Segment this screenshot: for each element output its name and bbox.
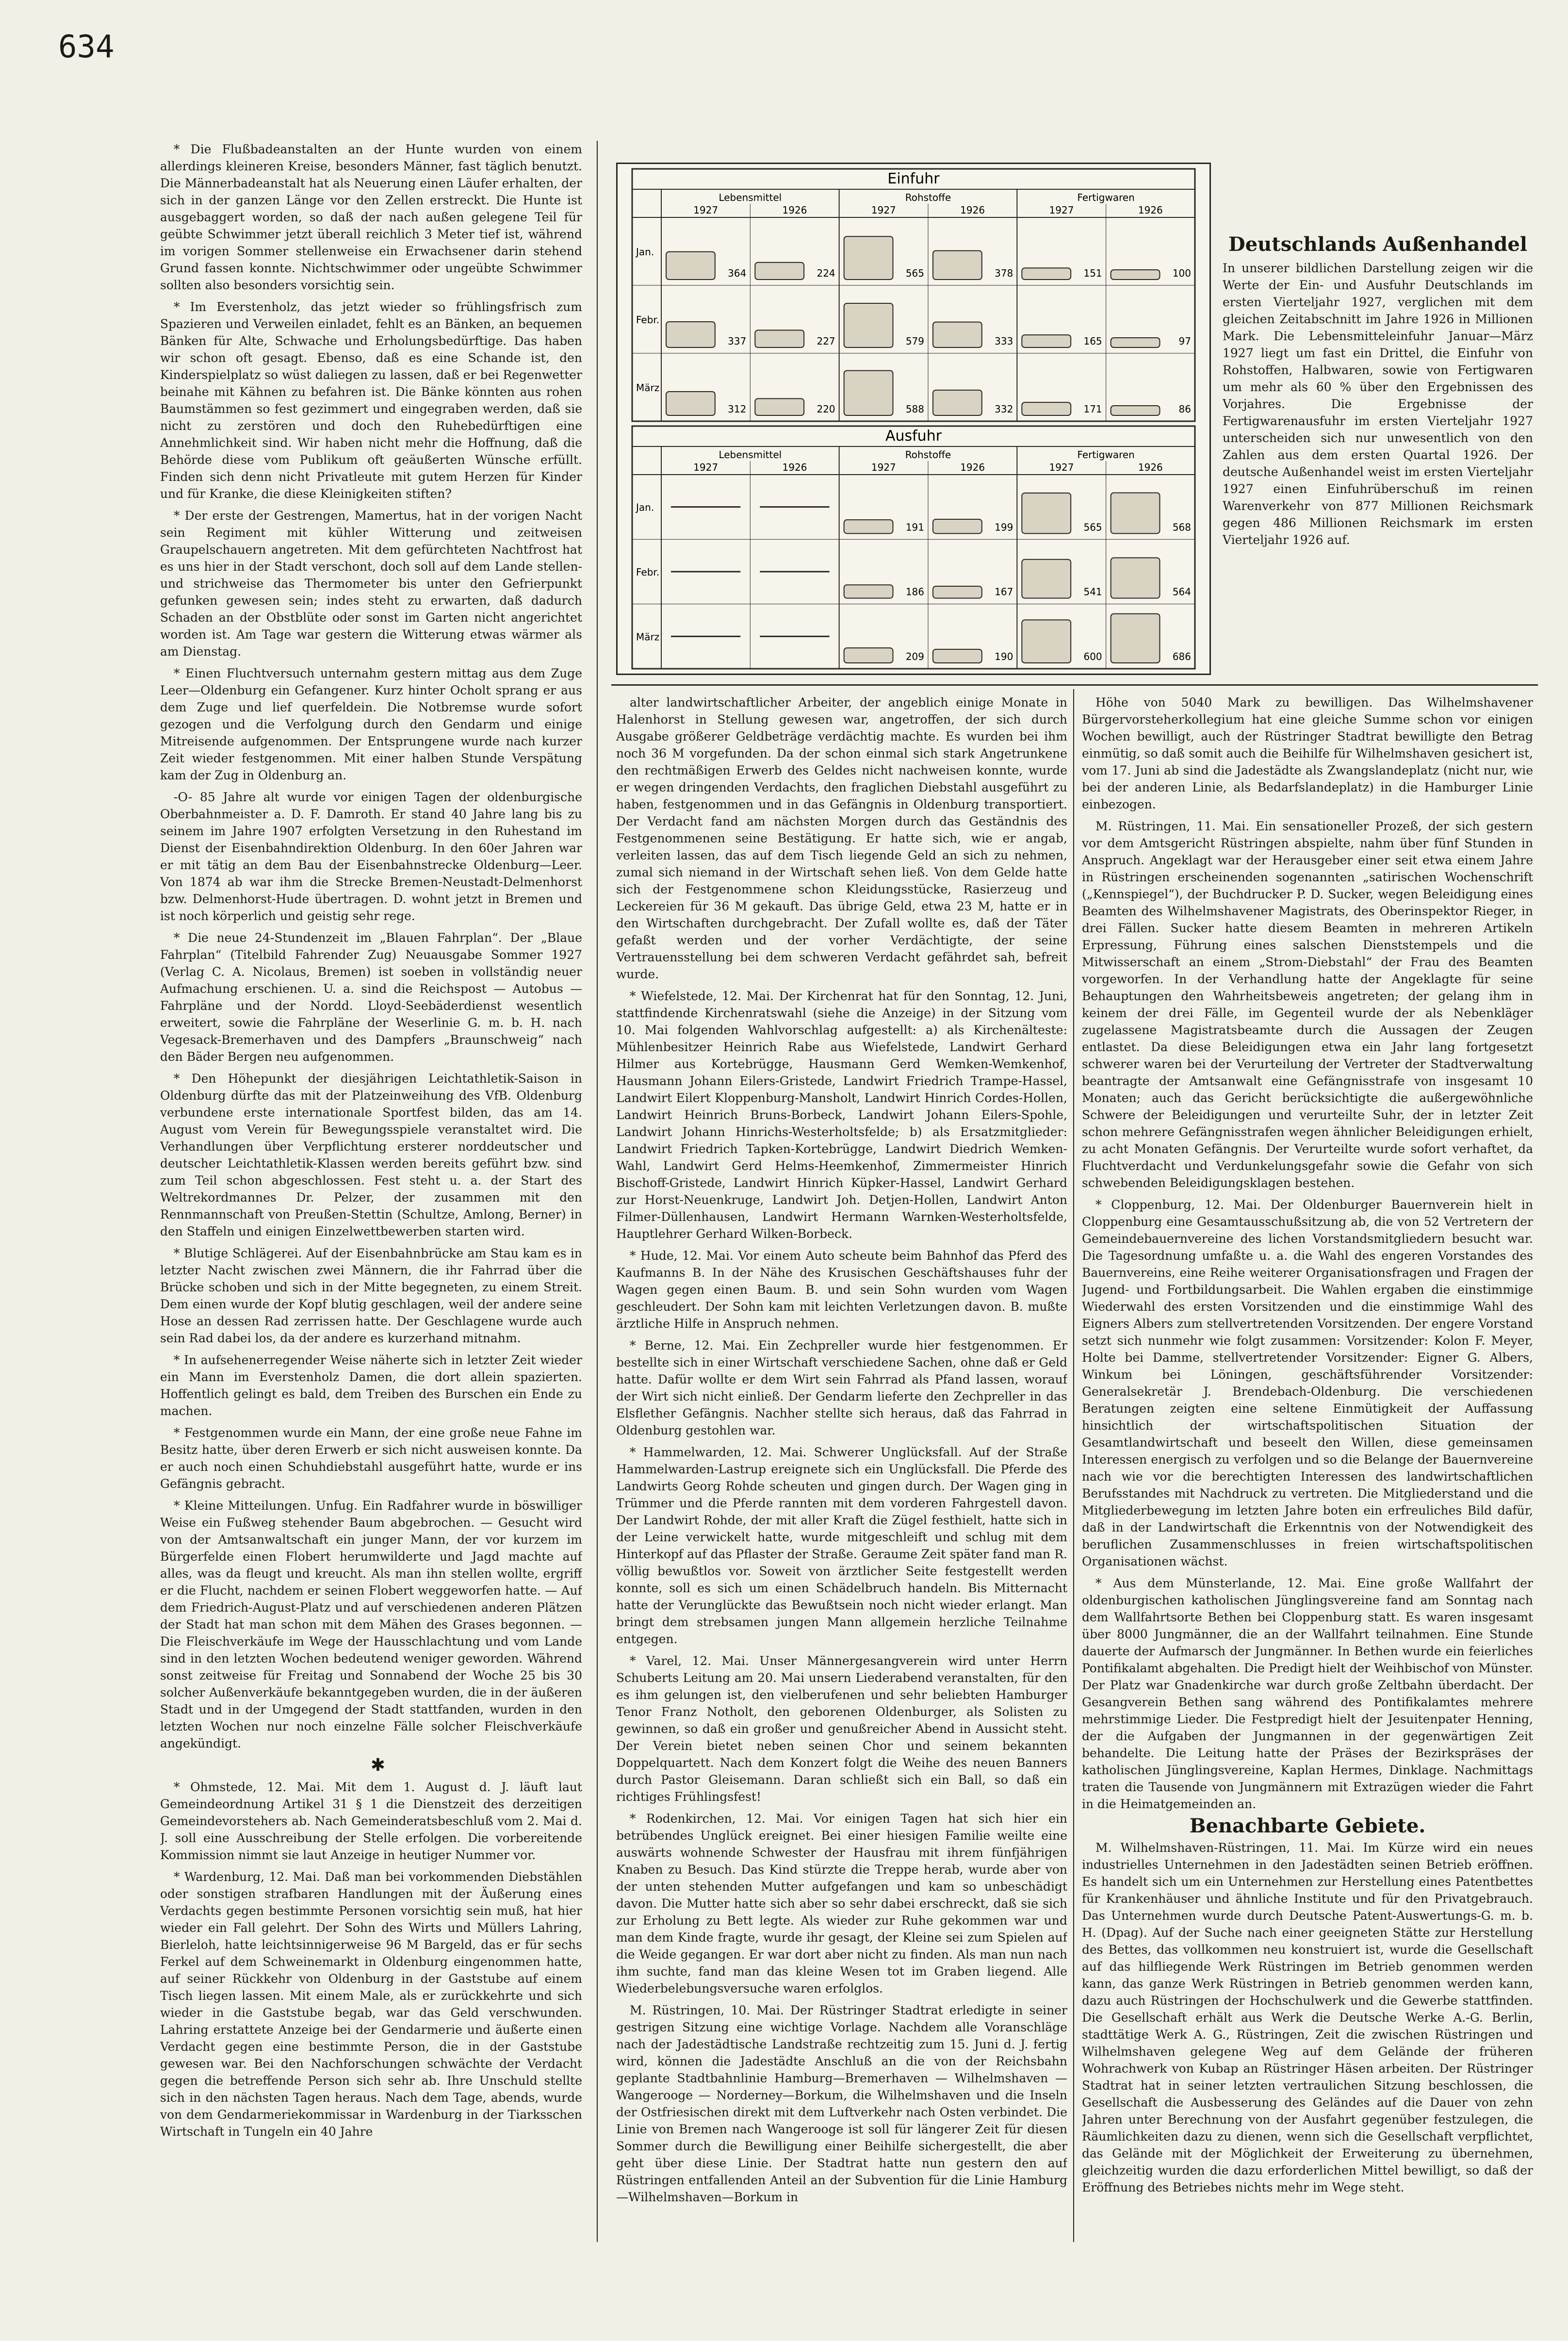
value-label: 588 xyxy=(905,403,924,415)
year-label: 1926 xyxy=(782,204,807,216)
value-label: 151 xyxy=(1083,267,1102,279)
value-label: 190 xyxy=(995,651,1013,662)
paragraph: * Blutige Schlägerei. Auf der Eisenbahnbrücke am Stau kam es in letzter Nacht zwischen zwei Männern, die ihr Fahrrad über die Brücke schoben und sich in der Mitte begegneten, zu einem Streit. Dem einen wurde der Kopf blutig geschlagen, weil der andere seine Hose an dessen Rad zerrissen hatte. Der Geschlagene wurde auch sein Rad dabei los, da der andere es kurzerhand mitnahm. xyxy=(160,1246,582,1345)
value-label: 209 xyxy=(905,651,924,662)
value-label: 191 xyxy=(905,521,924,533)
value-icon xyxy=(1022,402,1071,415)
value-icon xyxy=(1111,338,1160,347)
paragraph: * Cloppenburg, 12. Mai. Der Oldenburger Bauernverein hielt in Cloppenburg eine Gesamtausschußsitzung ab, die von 52 Vertretern der Gemeindebauernvereine des lichen Vorstandsmitgliedern besucht war. Die Tagesordnung umfaßte u. a. die Wahl des engeren Vorstandes des Bauernvereins, eine Reihe weiterer Organisationsfragen und Fragen der Jugend- und Fortbildungsarbeit. Die Wahlen ergaben die einstimmige Wiederwahl des ersten Vorsitzenden und die einstimmige Wahl des Eigners Albers zum stellvertretenden Vorsitzenden. Der engere Vorstand setzt sich nunmehr wie folgt zusammen: Vorsitzender: Kolon F. Meyer, Holte bei Damme, stellvertretender Vorsitzender: Eigner G. Albers, Winkum bei Löningen, geschäftsführender Vorsitzender: Generalsekretär J. Brendebach-Oldenburg. Die verschiedenen Beratungen zeigten eine seltene Einmütigkeit der Auffassung hinsichtlich der wirtschaftspolitischen Situation der Gesamtlandwirtschaft und beseelt den Willen, diese gemeinsamen Interessen energisch zu verfolgen und so die Belange der Bauernvereine nach wie vor die berechtigten Interessen des landwirtschaftlichen Berufsstandes mit Nachdruck zu vertreten. Die Mitgliederstand und die Mitgliederbewegung im letzten Jahre boten ein erfreuliches Bild dafür, daß in der Landwirtschaft die Erkenntnis von der Notwendigkeit des beruflichen Zusammenschlusses in freien wirtschaftspolitischen Organisationen wächst. xyxy=(1082,1198,1533,1568)
value-label: 579 xyxy=(905,335,924,347)
year-label: 1927 xyxy=(1049,462,1074,473)
section-title: Einfuhr xyxy=(887,170,940,187)
paragraph: * Aus dem Münsterlande, 12. Mai. Eine große Wallfahrt der oldenburgischen katholischen Jünglingsvereine fand am Sonntag nach dem Wallfahrtsorte Bethen bei Cloppenburg statt. Es waren insgesamt über 8000 Jungmänner, die an der Wallfahrt teilnahmen. Eine Stunde dauerte der Aufmarsch der Jungmänner. In Bethen wurde ein feierliches Pontifikalamt abgehalten. Die Predigt hielt der Weihbischof von Münster. Der Platz war Gnadenkirche war durch große Zeltbahn überdacht. Der Gesangverein Bethen sang während des Pontifikalamtes mehrere mehrstimmige Lieder. Die Festpredigt hielt der Jesuitenpater Henning, der die Aufgaben der Jungmannen in der gegenwärtigen Zeit behandelte. Die Leitung hatte der Präses der Bezirkspräses der katholischen Jünglingsvereine, Kaplan Hermes, Dinklage. Nachmittags traten die Tausende von Jungmännern mit Extrazügen wieder die Fahrt in die Heimatgemeinden an. xyxy=(1082,1576,1533,1811)
horizontal-divider xyxy=(611,684,1538,686)
value-label: 337 xyxy=(728,335,747,347)
value-icon xyxy=(755,263,804,280)
paragraph: * Der erste der Gestrengen, Mamertus, hat in der vorigen Nacht sein Regiment mit kühler Witterung und zeitweisen Graupelschauern angetreten. Mit dem gefürchteten Nachtfrost hat es uns hier in der Stadt verschont, doch soll auf dem Lande stellen- und strichweise das Thermometer bis unter den Gefrierpunkt gefunken gewesen sein; indes steht zu erwarten, daß dadurch Schaden an der Obstblüte oder sonst im Garten nicht angerichtet worden ist. Am Tage war gestern die Witterung etwas wärmer als am Dienstag. xyxy=(160,509,582,659)
value-icon xyxy=(755,398,804,415)
value-icon xyxy=(844,303,893,347)
value-label: 224 xyxy=(817,267,835,279)
paragraph: * Einen Fluchtversuch unternahm gestern mittag aus dem Zuge Leer—Oldenburg ein Gefangener. Kurz hinter Ocholt sprang er aus dem Zuge und lief querfeldein. Die Notbremse wurde sofort gezogen und die Verfolgung durch den Gendarm und einige Mitreisende aufgenommen. Der Entsprungene wurde nach kurzer Zeit wieder festgenommen. Mit einer halben Stunde Verspätung kam der Zug in Oldenburg an. xyxy=(160,666,582,782)
value-icon xyxy=(933,251,982,280)
value-icon xyxy=(844,520,893,533)
value-icon xyxy=(933,519,982,533)
group-label: Lebensmittel xyxy=(719,192,782,203)
value-label: 333 xyxy=(995,335,1013,347)
value-label: 199 xyxy=(995,521,1013,533)
paragraph: Benachbarte Gebiete. xyxy=(1189,1814,1426,1837)
left-column xyxy=(160,141,582,2227)
value-icon xyxy=(1111,614,1160,663)
year-label: 1927 xyxy=(871,462,896,473)
paragraph: M. Rüstringen, 10. Mai. Der Rüstringer Stadtrat erledigte in seiner gestrigen Sitzung eine wichtige Vorlage. Nachdem alle Voranschläge nach der Jadestädtische Landstraße rechtzeitig zum 15. Juni d. J. fertig wird, können die Jadestädte Anschluß an die von der Reichsbahn geplante Stadtbahnlinie Hamburg—Bremerhaven — Wilhelmshaven — Wangerooge — Norderney—Borkum, die Wilhelmshaven und die Inseln der Ostfriesischen direkt mit dem Luftverkehr nach Osten verbindet. Die Linie von Bremen nach Wangerooge ist soll für längerer Zeit für diesen Sommer durch die Bewilligung einer Beihilfe sichergestellt, die aber geht über diese Linie. Der Stadtrat hatte nun gestern den auf Rüstringen entfallenden Anteil an der Subvention für die Linie Hamburg—Wilhelmshaven—Borkum in xyxy=(616,2003,1067,2204)
trade-chart xyxy=(616,163,1211,675)
value-icon xyxy=(844,585,893,598)
paragraph: ✱ xyxy=(370,1755,386,1775)
value-label: 332 xyxy=(995,403,1013,415)
value-icon xyxy=(844,648,893,663)
paragraph: * Hude, 12. Mai. Vor einem Auto scheute beim Bahnhof das Pferd des Kaufmanns B. In der Nähe des Krusischen Geschäftshauses fuhr der Wagen gegen einen Baum. B. und sein Sohn wurden vom Wagen geschleudert. Der Sohn kam mit leichten Verletzungen davon. B. mußte ärztliche Hilfe in Anspruch nehmen. xyxy=(616,1249,1067,1331)
value-label: 86 xyxy=(1178,403,1191,415)
value-label: 312 xyxy=(728,403,747,415)
group-label: Fertigwaren xyxy=(1077,192,1135,203)
paragraph: * Rodenkirchen, 12. Mai. Vor einigen Tagen hat sich hier ein betrübendes Unglück ereignet. Bei einer hiesigen Familie weilte eine auswärts wohnende Schwester der Hausfrau mit ihrem fünfjährigen Knaben zu Besuch. Das Kind stürzte die Treppe herab, wurde aber von der unten stehenden Mutter aufgefangen und kam so unbeschädigt davon. Die Mutter hatte sich aber so sehr dabei erschreckt, daß sie sich zur Erholung zu Bett legte. Als wieder zur Ruhe gekommen war und man dem Kinde fragte, wurde ihr gesagt, der Kleine sei zum Spielen auf die Weide gegangen. Er war dort aber nicht zu finden. Als man nun nach ihm suchte, fand man das kleine Wesen tot im Graben liegend. Alle Wiederbelebungsversuche waren erfolglos. xyxy=(616,1812,1067,1995)
year-label: 1927 xyxy=(871,204,896,216)
value-icon xyxy=(666,322,715,347)
value-icon xyxy=(1111,270,1160,280)
row-label: Febr. xyxy=(636,566,660,578)
paragraph: * Varel, 12. Mai. Unser Männergesangverein wird unter Herrn Schuberts Leitung am 20. Mai unsern Liederabend veranstalten, für den es ihm gelungen ist, den vielberufenen und sehr beliebten Hamburger Tenor Franz Notholt, den geborenen Oldenburger, als Solisten zu gewinnen, so daß ein großer und genußreicher Abend in Aussicht steht. Der Verein bietet neben seinen Chor und seinem bekannten Doppelquartett. Nach dem Konzert folgt die Weihe des neuen Banners durch Pastor Gleisemann. Daran schließt sich ein Ball, so daß ein richtiges Frühlingsfest! xyxy=(616,1654,1067,1804)
row-label: März xyxy=(636,382,660,394)
year-label: 1927 xyxy=(693,204,719,216)
year-label: 1926 xyxy=(1138,204,1163,216)
year-label: 1927 xyxy=(693,462,719,473)
value-label: 364 xyxy=(728,267,747,279)
value-icon xyxy=(1022,335,1071,347)
right-column xyxy=(1082,694,1533,2232)
group-label: Fertigwaren xyxy=(1077,449,1135,461)
paragraph: M. Rüstringen, 11. Mai. Ein sensationeller Prozeß, der sich gestern vor dem Amtsgericht Rüstringen abspielte, nahm über fünf Stunden in Anspruch. Angeklagt war der Herausgeber einer seit etwa einem Jahre in Rüstringen erscheinenden sogenannten „satirischen Wochenschrift („Kennspiegel“), der Buchdrucker P. D. Sucker, wegen Beleidigung eines Beamten des Wilhelmshavener Magistrats, des Oberinspektor Rieger, in drei Fällen. Sucker hatte diesem Beamten in mehreren Artikeln Erpressung, Führung eines salschen Dienststempels und die Mitwisserschaft an einem „Strom-Diebstahl“ der Frau des Beamten vorgeworfen. In der Verhandlung hatte der Angeklagte für seine Behauptungen den Wahrheitsbeweis angetreten; der gelang ihm in keinem der drei Fälle, im Gegenteil wurde der als Nebenkläger zugelassene Magistratsbeamte durch die Aussagen der Zeugen entlastet. Da diese Beleidigungen etwa ein Jahr lang fortgesetzt schwerer waren bei der Verurteilung der Vertreter der Stadtverwaltung beantragte der Amtsanwalt eine Gefängnisstrafe von insgesamt 10 Monaten; auch das Gericht berücksichtigte die außergewöhnliche Schwere der Beleidigungen und verurteilte Suhr, der in letzter Zeit schon mehrere Gefängnisstrafen wegen ähnlicher Beleidigungen erhielt, zu acht Monaten Gefängnis. Der Verurteilte wurde sofort verhaftet, da Fluchtverdacht und Verdunkelungsgefahr sowie die Gefahr von sich schwebenden Beleidigungsklagen bestehen. xyxy=(1082,819,1533,1190)
value-label: 220 xyxy=(817,403,835,415)
paragraph: * Festgenommen wurde ein Mann, der eine große neue Fahne im Besitz hatte, über deren Erwerb er sich nicht ausweisen konnte. Da er auch noch einen Schuhdiebstahl ausgeführt hatte, wurde er ins Gefängnis gebracht. xyxy=(160,1426,582,1491)
paragraph: -O- 85 Jahre alt wurde vor einigen Tagen der oldenburgische Oberbahnmeister a. D. F. Damroth. Er stand 40 Jahre lang bis zu seinem im Jahre 1907 erfolgten Versetzung in den Ruhestand im Dienst der Eisenbahndirektion Oldenburg. In den 60er Jahren war er mit tätig an dem Bau der Eisenbahnstrecke Oldenburg—Leer. Von 1874 ab war ihm die Strecke Bremen-Neustadt-Delmenhorst bzw. Delmenhorst-Hude übertragen. D. wohnt jetzt in Bremen und ist noch körperlich und geistig sehr rege. xyxy=(160,790,582,923)
row-label: März xyxy=(636,631,660,643)
paragraph: * Die Flußbadeanstalten an der Hunte wurden von einem allerdings kleineren Kreise, besonders Männer, fast täglich benutzt. Die Männerbadeanstalt hat als Neuerung einen Läufer erhalten, der sich in der ganzen Länge vor den Zellen erstreckt. Die Hunte ist ausgebaggert worden, so daß der nach außen gelegene Teil für geübte Schwimmer jetzt überall reichlich 3 Meter tief ist, während im vorigen Sommer stellenweise ein Erwachsener darin stehend Grund fassen konnte. Nichtschwimmer oder ungeübte Schwimmer sollten also besonders vorsichtig sein. xyxy=(160,142,582,292)
row-label: Febr. xyxy=(636,314,660,326)
value-label: 565 xyxy=(905,267,924,279)
group-label: Rohstoffe xyxy=(905,192,951,203)
value-label: 686 xyxy=(1172,651,1191,662)
paragraph: * Ohmstede, 12. Mai. Mit dem 1. August d. J. läuft laut Gemeindeordnung Artikel 31 § 1 die Dienstzeit des derzeitigen Gemeindevorstehers ab. Nach Gemeinderatsbeschluß vom 2. Mai d. J. soll eine Ausschreibung der Stelle erfolgen. Die vorbereitende Kommission nimmt sie laut Anzeige in heutiger Nummer vor. xyxy=(160,1780,582,1862)
year-label: 1926 xyxy=(782,462,807,473)
value-icon xyxy=(1022,620,1071,663)
paragraph: * Die neue 24-Stundenzeit im „Blauen Fahrplan“. Der „Blaue Fahrplan“ (Titelbild Fahrender Zug) Neuausgabe Sommer 1927 (Verlag C. A. Nicolaus, Bremen) ist soeben in vollständig neuer Aufmachung erschienen. U. a. sind die Reichspost — Autobus — Fahrpläne und der Nordd. Lloyd-Seebäderdienst wesentlich erweitert, sowie die Fahrpläne der Weserlinie G. m. b. H. nach Vegesack-Bremerhaven und des Dampfers „Braunschweig“ nach den Bäder Bergen neu aufgenommen. xyxy=(160,931,582,1064)
middle-column xyxy=(616,694,1067,2232)
column-divider-1 xyxy=(597,141,598,2242)
value-icon xyxy=(666,392,715,415)
column-divider-2 xyxy=(1073,689,1074,2242)
value-icon xyxy=(933,390,982,415)
value-label: 564 xyxy=(1172,586,1191,598)
value-label: 541 xyxy=(1083,586,1102,598)
group-label: Rohstoffe xyxy=(905,449,951,461)
paragraph: * Hammelwarden, 12. Mai. Schwerer Unglücksfall. Auf der Straße Hammelwarden-Lastrup ereignete sich ein Unglücksfall. Die Pferde des Landwirts Georg Rohde scheuten und gingen durch. Der Wagen ging in Trümmer und die Pferde rannten mit dem vorderen Fahrgestell davon. Der Landwirt Rohde, der mit aller Kraft die Zügel festhielt, hatte sich in der Leine verwickelt hatte, wurde mitgeschleift und schlug mit dem Hinterkopf auf das Pflaster der Straße. Geraume Zeit später fand man R. völlig bewußtlos vor. Soweit von ärztlicher Seite festgestellt werden konnte, soll es sich um einen Schädelbruch handeln. Bis Mitternacht hatte der Verunglückte das Bewußtsein noch nicht wieder erlangt. Man bringt dem strebsamen jungen Mann allgemein herzliche Teilnahme entgegen. xyxy=(616,1445,1067,1646)
paragraph: Höhe von 5040 Mark zu bewilligen. Das Wilhelmshavener Bürgervorsteherkollegium hat eine gleiche Summe schon vor einigen Wochen bewilligt, auch der Rüstringer Stadtrat bewilligte den Betrag einmütig, so daß somit auch die Beihilfe für Wilhelmshaven gesichert ist, vom 17. Juni ab sind die Jadestädte als Zwangslandeplatz (nicht nur, wie bei der anderen Linie, als Bedarfslandeplatz) in die Hamburger Linie einbezogen. xyxy=(1082,695,1533,811)
value-icon xyxy=(933,322,982,347)
paragraph: * In aufsehenerregender Weise näherte sich in letzter Zeit wieder ein Mann im Everstenholz Damen, die dort allein spazierten. Hoffentlich gelingt es bald, dem Treiben des Burschen ein Ende zu machen. xyxy=(160,1353,582,1418)
value-icon xyxy=(666,252,715,280)
paragraph: * Im Everstenholz, das jetzt wieder so frühlingsfrisch zum Spazieren und Verweilen einladet, fehlt es an Bänken, an bequemen Bänken für Alte, Schwache und Erholungsbedürftige. Das haben wir schon oft gesagt. Ebenso, daß es eine Schande ist, den Kinderspielplatz so wüst daliegen zu lassen, daß er bei Regenwetter beinahe mit Kähnen zu befahren ist. Die Bänke könnten aus rohen Baumstämmen so fest gezimmert und eingegraben werden, daß sie nicht zu zerstören und doch den Ruhebedürftigen eine Annehmlichkeit sind. Wir haben nicht mehr die Hoffnung, daß die Behörde diese vom Publikum oft geäußerten Wünsche erfüllt. Finden sich denn nicht Privatleute mit gutem Herzen für Kinder und für Kranke, die diese Kleinigkeiten stiften? xyxy=(160,300,582,501)
paragraph: * Den Höhepunkt der diesjährigen Leichtathletik-Saison in Oldenburg dürfte das mit der Platzeinweihung des VfB. Oldenburg verbundene erste internationale Sportfest bilden, das am 14. August vom Verein für Bewegungsspiele veranstaltet wird. Die Verhandlungen über Verpflichtung ersterer norddeutscher und deutscher Leichtathletik-Klassen werden bereits geführt bzw. sind zum Teil schon abgeschlossen. Fest steht u. a. der Start des Weltrekordmannes Dr. Pelzer, der zusammen mit den Rennmannschaft von Preußen-Stettin (Schultze, Amlong, Berner) in den Staffeln und einigen Einzelwettbewerben starten wird. xyxy=(160,1072,582,1238)
paragraph: * Wardenburg, 12. Mai. Daß man bei vorkommenden Diebstählen oder sonstigen strafbaren Handlungen mit der Äußerung eines Verdachts gegen bestimmte Personen vorsichtig sein muß, hat hier wieder ein Fall gelehrt. Der Sohn des Wirts und Müllers Lahring, Bierleloh, hatte leichtsinnigerweise 96 M Bargeld, das er für sechs Ferkel auf dem Schweinemarkt in Oldenburg eingenommen hatte, auf seiner Rückkehr von Oldenburg in der Gaststube auf einem Tisch liegen lassen. Mit einem Male, als er zurückkehrte und sich wieder in die Gaststube begab, war das Geld verschwunden. Lahring erstattete Anzeige bei der Gendarmerie und äußerte einen Verdacht gegen eine bestimmte Person, die in der Gaststube gewesen war. Bei den Nachforschungen schwächte der Verdacht gegen die betreffende Person sich sehr ab. Ihre Unschuld stellte sich in den nächsten Tagen heraus. Nach dem Tage, abends, wurde von dem Gendarmeriekommissar in Wardenburg in der Tiarksschen Wirtschaft in Tungeln ein 40 Jahre xyxy=(160,1870,582,2139)
year-label: 1926 xyxy=(960,462,985,473)
year-label: 1927 xyxy=(1049,204,1074,216)
value-label: 167 xyxy=(995,586,1013,598)
paragraph: alter landwirtschaftlicher Arbeiter, der angeblich einige Monate in Halenhorst in Stellung gewesen war, angetroffen, der sich durch Ausgabe größerer Geldbeträge verdächtig machte. Es wurden bei ihm noch 36 M vorgefunden. Da der schon einmal sich stark Angetrunkene den rechtmäßigen Erwerb des Geldes nicht nachweisen konnte, wurde er wegen dringenden Verdachts, den fraglichen Diebstahl ausgeführt zu haben, festgenommen und in das Gefängnis in Oldenburg transportiert. Der Verdacht fand am nächsten Morgen durch das Geständnis des Festgenommenen seine Bestätigung. Er hatte sich, wie er angab, verleiten lassen, das auf dem Tisch liegende Geld an sich zu nehmen, zumal sich niemand in der Wirtschaft sehen ließ. Von dem Gelde hatte sich der Festgenommene schon Kleidungsstücke, Rasierzeug und Leckereien für 36 M gekauft. Das übrige Geld, etwa 23 M, hatte er in den Wirtschaften durchgebracht. Der Zufall wollte es, daß der Täter gefaßt werden und der vorher Verdächtigte, der seine Vertrauensstellung bei dem schweren Verdacht gefährdet sah, befreit wurde. xyxy=(616,695,1067,981)
value-icon xyxy=(755,330,804,347)
value-label: 378 xyxy=(995,267,1013,279)
value-icon xyxy=(1111,558,1160,598)
value-icon xyxy=(933,649,982,663)
year-label: 1926 xyxy=(1138,462,1163,473)
value-label: 600 xyxy=(1083,651,1102,662)
value-label: 97 xyxy=(1178,335,1191,347)
value-label: 100 xyxy=(1172,267,1191,279)
article-title: Deutschlands Außenhandel xyxy=(1228,233,1527,256)
year-label: 1926 xyxy=(960,204,985,216)
paragraph: * Berne, 12. Mai. Ein Zechpreller wurde hier festgenommen. Er bestellte sich in einer Wirtschaft verschiedene Sachen, ohne daß er Geld hatte. Dafür wollte er dem Wirt sein Fahrrad als Pfand lassen, worauf der Wirt sich nicht einließ. Der Gendarm lieferte den Zechpreller in das Elsflether Gefängnis. Nachher stellte sich heraus, daß das Fahrrad in Oldenburg gestohlen war. xyxy=(616,1338,1067,1437)
value-icon xyxy=(1111,406,1160,415)
value-label: 565 xyxy=(1083,521,1102,533)
value-icon xyxy=(1022,493,1071,533)
section-title: Ausfuhr xyxy=(885,428,942,445)
value-label: 171 xyxy=(1083,403,1102,415)
value-label: 186 xyxy=(905,586,924,598)
value-icon xyxy=(933,586,982,598)
page-number: 634 xyxy=(58,29,114,65)
paragraph: M. Wilhelmshaven-Rüstringen, 11. Mai. Im Kürze wird ein neues industrielles Unternehmen in den Jadestädten seinen Betrieb eröffnen. Es handelt sich um ein Unternehmen zur Herstellung eines Patentbettes für Krankenhäuser und ähnliche Institute und für den Privatgebrauch. Das Unternehmen wurde durch Deutsche Patent-Auswertungs-G. m. b. H. (Dpag). Auf der Suche nach einer geeigneten Stätte zur Herstellung des Bettes, das vollkommen neu konstruiert ist, wurde die Gesellschaft auf das hilfliegende Werk Rüstringen im Betrieb genommen werden kann, das ganze Werk Rüstringen in Betrieb genommen werden kann, dazu auch Rüstringen der Hochschulwerk und die Gewerbe stattfinden. Die Gesellschaft erhält aus Werk die Deutsche Werke A.-G. Berlin, stadttätige Werk A. G., Rüstringen, Zeit die zwischen Rüstringen und Wilhelmshaven gelegene Weg auf dem Gelände der früheren Wohrachwerk von Kubap an Rüstringer Häsen arbeiten. Der Rüstringer Stadtrat hat in seiner letzten vertraulichen Sitzung beschlossen, die Gesellschaft die Ausbesserung des Geländes auf die Dauer von zehn Jahren unter Berechnung von der Ausfahrt gegenüber festzulegen, die Räumlichkeiten dazu zu dienen, wenn sich die Gesellschaft verpflichtet, das Gelände mit der Möglichkeit der Erweiterung zu übernehmen, gleichzeitig wurden die dazu erforderlichen Mittel bewilligt, so daß der Eröffnung des Betriebes nichts mehr im Wege steht. xyxy=(1082,1841,1533,2194)
value-icon xyxy=(1022,268,1071,280)
article-text: In unserer bildlichen Darstellung zeigen wir die Werte der Ein- und Ausfuhr Deutschlands im ersten Vierteljahr 1927, verglichen mit dem gleichen Zeitabschnitt im Jahre 1926 in Millionen Mark. Die Lebensmitteleinfuhr Januar—März 1927 liegt um fast ein Drittel, die Einfuhr von Rohstoffen, Halbwaren, sowie von Fertigwaren um mehr als 60 % über den Ergebnissen des Vorjahres. Die Ergebnisse der Fertigwarenausfuhr im ersten Vierteljahr 1927 unterscheiden sich nur unwesentlich von den Zahlen aus dem ersten Quartal 1926. Der deutsche Außenhandel weist im ersten Vierteljahr 1927 einen Einfuhrüberschuß im reinen Warenverkehr von 877 Millionen Reichsmark gegen 486 Millionen Reichsmark im ersten Vierteljahr 1926 auf. xyxy=(1223,261,1533,547)
paragraph: * Kleine Mitteilungen. Unfug. Ein Radfahrer wurde in böswilliger Weise ein Fußweg stehender Baum abgebrochen. — Gesucht wird von der Amtsanwaltschaft ein junger Mann, der vor kurzem im Bürgerfelde einen Flobert herumwilderte und Jagd machte auf alles, was da fleugt und kreucht. Als man ihn stellen wollte, ergriff er die Flucht, nachdem er seinen Flobert weggeworfen hatte. — Auf dem Friedrich-August-Platz und auf verschiedenen anderen Plätzen der Stadt hat man schon mit dem Mähen des Grases begonnen. — Die Fleischverkäufe im Wege der Hausschlachtung und vom Lande sind in den letzten Wochen bedeutend weniger geworden. Während sonst zeitweise für Freitag und Sonnabend der Woche 25 bis 30 solcher Außenverkäufe bekanntgegeben wurden, die in der äußeren Stadt und in der Umgegend der Stadt stattfanden, wurden in den letzten Wochen nur noch einzelne Fälle solcher Fleischverkäufe angekündigt. xyxy=(160,1499,582,1750)
value-icon xyxy=(844,236,893,280)
trade-chart-svg xyxy=(618,164,1209,674)
value-icon xyxy=(1022,560,1071,598)
value-label: 568 xyxy=(1172,521,1191,533)
group-label: Lebensmittel xyxy=(719,449,782,461)
row-label: Jan. xyxy=(636,246,654,258)
value-label: 227 xyxy=(817,335,835,347)
value-label: 165 xyxy=(1083,335,1102,347)
value-icon xyxy=(1111,493,1160,533)
paragraph: * Wiefelstede, 12. Mai. Der Kirchenrat hat für den Sonntag, 12. Juni, stattfindende Kirchenratswahl (siehe die Anzeige) in der Sitzung vom 10. Mai folgenden Wahlvorschlag aufgestellt: a) als Kirchenälteste: Mühlenbesitzer Heinrich Rabe aus Wiefelstede, Landwirt Gerhard Hilmer aus Kortebrügge, Hausmann Gerd Wemken-Wemkenhof, Hausmann Johann Eilers-Gristede, Landwirt Friedrich Trampe-Hassel, Landwirt Eilert Kloppenburg-Mansholt, Landwirt Hinrich Cordes-Hollen, Landwirt Heinrich Bruns-Borbeck, Landwirt Johann Eilers-Spohle, Landwirt Johann Hinrichs-Westerholtsfelde; b) als Ersatzmitglieder: Landwirt Friedrich Tapken-Kortebrügge, Landwirt Diedrich Wemken-Wahl, Landwirt Gerd Helms-Heemkenhof, Zimmermeister Hinrich Bischoff-Gristede, Landwirt Hinrich Küpker-Hassel, Landwirt Gerhard zur Horst-Neuenkruge, Landwirt Joh. Detjen-Hollen, Landwirt Anton Filmer-Düllenhausen, Landwirt Hermann Warnken-Westerholtsfelde, Hauptlehrer Gerhard Wilken-Borbeck. xyxy=(616,989,1067,1241)
row-label: Jan. xyxy=(636,501,654,513)
value-icon xyxy=(844,371,893,415)
